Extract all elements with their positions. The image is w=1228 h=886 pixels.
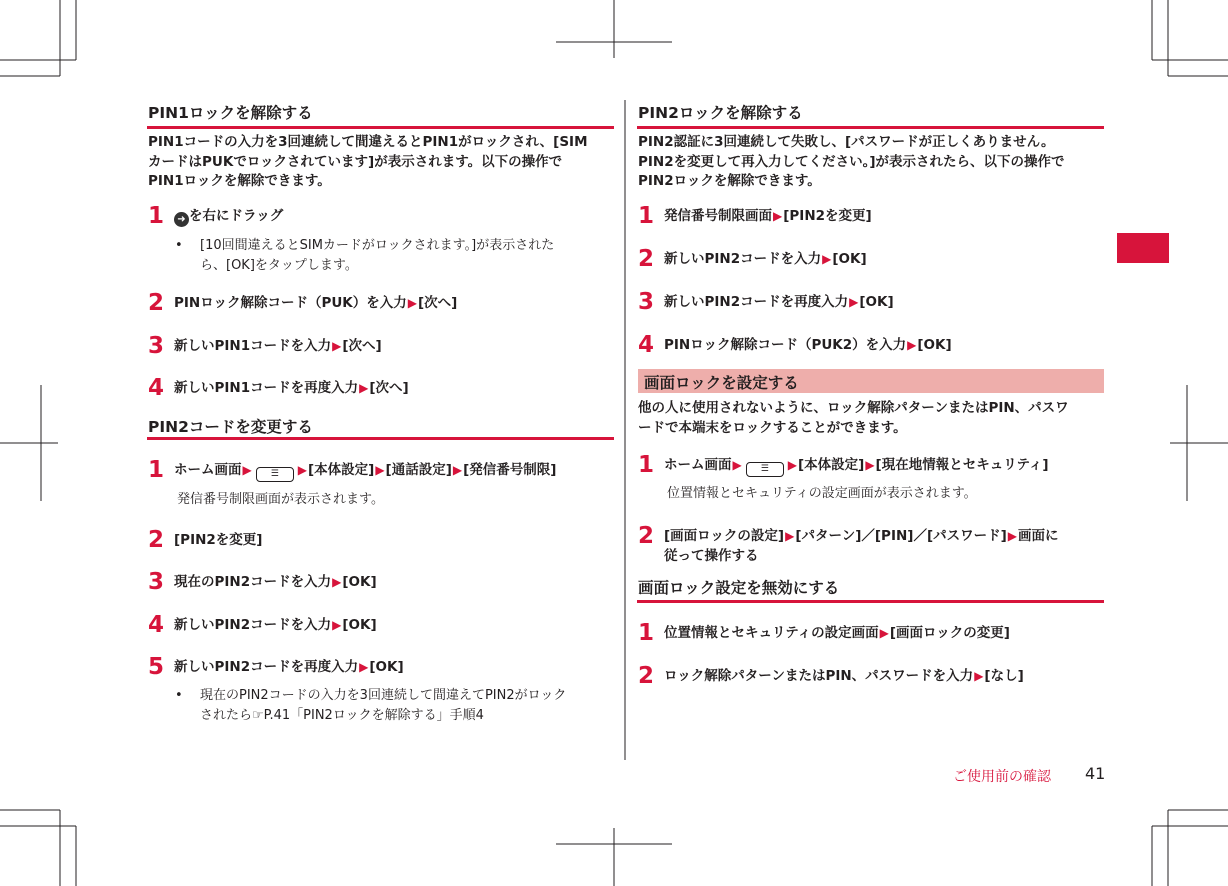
step (638, 525, 1059, 566)
arrow-icon: ▶ (785, 529, 795, 543)
step (148, 335, 382, 357)
step-label: PINロック解除コード（PUK2）を入力 (664, 337, 907, 353)
step-label: 新しいPIN2コードを入力 (664, 251, 822, 267)
section-title: PIN1ロックを解除する (148, 104, 313, 122)
step (638, 622, 1010, 644)
bullet-note (175, 236, 555, 276)
step (638, 205, 872, 227)
bullet-line: 現在のPIN2コードの入力を3回連続して間違えてPIN2がロック (200, 688, 567, 703)
menu-key-icon: ☰ (256, 467, 294, 482)
step-text (664, 622, 1010, 643)
step-line (174, 572, 377, 592)
step-label: [通話設定] (385, 462, 452, 478)
step-number: 1 (638, 203, 655, 229)
step-text (174, 459, 556, 482)
step-text (174, 656, 404, 677)
step-label: [本体設定] (797, 457, 865, 473)
step-line (664, 455, 1049, 477)
para-line: PIN2認証に3回連続して失敗し、[パスワードが正しくありません。 (638, 134, 1055, 150)
arrow-icon: ▶ (974, 669, 984, 683)
step-label: [画面ロックの設定] (664, 528, 785, 544)
arrow-icon: ▶ (787, 458, 797, 472)
step-text (174, 335, 382, 356)
arrow-icon: ▶ (407, 296, 417, 310)
para-line: PIN2ロックを解除できます。 (638, 173, 821, 189)
arrow-icon: ▶ (452, 463, 463, 477)
page-number: 41 (1085, 764, 1106, 783)
step-number: 1 (148, 203, 165, 229)
step-text (174, 205, 283, 227)
step-label: [PIN2を変更] (174, 532, 263, 548)
step-label: [OK] (342, 617, 377, 633)
arrow-icon: ▶ (359, 381, 369, 395)
step-number: 2 (638, 663, 655, 689)
step (148, 205, 283, 227)
step-number: 4 (638, 332, 655, 358)
step-label: [OK] (859, 294, 894, 310)
step-label: [本体設定] (307, 462, 375, 478)
arrow-icon: ▶ (332, 339, 342, 353)
step-text (664, 291, 894, 312)
step-number: 5 (148, 654, 165, 680)
step (148, 529, 262, 551)
step-label: 発信番号制限画面 (664, 208, 772, 224)
intro-paragraph (638, 133, 1108, 192)
arrow-icon: ▶ (297, 463, 307, 477)
step-line (664, 335, 952, 355)
step (148, 459, 556, 482)
bullet-line: ら、[OK]をタップします。 (200, 258, 358, 273)
section-rule (637, 126, 1104, 129)
arrow-icon: ▶ (849, 295, 859, 309)
step-text (664, 205, 872, 226)
step-line (664, 292, 894, 312)
arrow-icon: ▶ (242, 463, 252, 477)
section-rule (637, 600, 1104, 603)
section-title: PIN2コードを変更する (148, 418, 313, 436)
step-label: [OK] (369, 659, 404, 675)
step-label: 新しいPIN1コードを再度入力 (174, 380, 359, 396)
bullet-icon: • (175, 688, 183, 703)
drag-arrow-icon: ➜ (174, 212, 189, 227)
intro-paragraph (638, 399, 1108, 438)
step-label: 画面に (1018, 528, 1059, 544)
step-line (174, 530, 262, 550)
step-text (664, 525, 1059, 566)
step-label: 新しいPIN2コードを再度入力 (664, 294, 849, 310)
bullet-line: [10回間違えるとSIMカードがロックされます。]が表示された (200, 238, 555, 253)
arrow-icon: ▶ (773, 209, 783, 223)
step-line (664, 666, 1024, 686)
step-label: 新しいPIN2コードを再度入力 (174, 659, 359, 675)
step-line (174, 206, 283, 227)
step-label: [パターン]／[PIN]／[パスワード] (795, 528, 1007, 544)
para-line: 他の人に使用されないように、ロック解除パターンまたはPIN、パスワ (638, 400, 1069, 416)
step-label: [次へ] (342, 338, 382, 354)
step-number: 1 (638, 620, 655, 646)
arrow-icon: ▶ (879, 626, 889, 640)
step-line (664, 526, 1059, 546)
step-text (174, 529, 262, 550)
step-label: [PIN2を変更] (783, 208, 872, 224)
step-line (174, 615, 377, 635)
arrow-icon: ▶ (332, 618, 342, 632)
step-text (174, 377, 409, 398)
arrow-icon: ▶ (332, 575, 342, 589)
step (638, 454, 1049, 477)
para-line: PIN2を変更して再入力してください。]が表示されたら、以下の操作で (638, 153, 1065, 170)
step-text (664, 665, 1024, 686)
para-line: カードはPUKでロックされています]が表示されます。以下の操作で (148, 153, 563, 170)
step-text (174, 614, 377, 635)
chapter-index-tab (1117, 233, 1169, 263)
section-title: 画面ロックを設定する (644, 374, 799, 392)
para-line: PIN1ロックを解除できます。 (148, 173, 331, 189)
page-reference-link[interactable]: P.41「PIN2ロックを解除する」手順4 (263, 708, 484, 723)
step-line (664, 623, 1010, 643)
step-label: 新しいPIN1コードを入力 (174, 338, 332, 354)
chapter-label: ご使用前の確認 (953, 769, 1051, 785)
step-text (174, 571, 377, 592)
arrow-icon: ▶ (359, 660, 369, 674)
section-title: PIN2ロックを解除する (638, 104, 803, 122)
step-label: [OK] (917, 337, 952, 353)
arrow-icon: ▶ (732, 458, 742, 472)
step-label: PINロック解除コード（PUK）を入力 (174, 295, 407, 311)
step (638, 291, 894, 313)
step-note: 発信番号制限画面が表示されます。 (177, 492, 384, 507)
step-line (174, 336, 382, 356)
step-line (174, 460, 556, 482)
step-label: 位置情報とセキュリティの設定画面 (664, 625, 879, 641)
step-number: 4 (148, 375, 165, 401)
step-label: 現在のPIN2コードを入力 (174, 574, 332, 590)
step (638, 665, 1024, 687)
menu-key-icon: ☰ (746, 462, 784, 477)
step-number: 2 (638, 246, 655, 272)
step-line: 従って操作する (664, 548, 759, 564)
step (148, 656, 404, 678)
step (638, 248, 867, 270)
step-text (664, 334, 952, 355)
arrow-icon: ▶ (865, 458, 875, 472)
step-label: [発信番号制限] (463, 462, 557, 478)
step-number: 2 (148, 527, 165, 553)
bullet-note (175, 686, 567, 726)
arrow-icon: ▶ (1007, 529, 1018, 543)
section-rule (147, 437, 614, 440)
step-label: [OK] (342, 574, 377, 590)
step-number: 3 (148, 569, 165, 595)
step-number: 2 (638, 523, 655, 549)
step-number: 1 (148, 457, 165, 483)
bullet-line (200, 706, 566, 726)
step-number: 1 (638, 452, 655, 478)
para-line: PIN1コードの入力を3回連続して間違えるとPIN1がロックされ、[SIM (148, 134, 588, 150)
step-label: ホーム画面 (174, 462, 242, 478)
step-label: ロック解除パターンまたはPIN、パスワードを入力 (664, 668, 974, 684)
para-line: ードで本端末をロックすることができます。 (638, 419, 907, 436)
intro-paragraph (148, 133, 618, 192)
step (638, 334, 952, 356)
step-label: [なし] (984, 668, 1024, 684)
step-label: [次へ] (369, 380, 409, 396)
section-rule (147, 126, 614, 129)
section-title: 画面ロック設定を無効にする (638, 579, 840, 597)
arrow-icon: ▶ (907, 338, 917, 352)
arrow-icon: ▶ (375, 463, 385, 477)
step-note: 位置情報とセキュリティの設定画面が表示されます。 (667, 486, 977, 501)
step-number: 2 (148, 290, 165, 316)
step-label: を右にドラッグ (189, 208, 284, 224)
step-line (174, 293, 457, 313)
step-text (174, 292, 457, 313)
bullet-icon: • (175, 238, 183, 253)
bullet-text: されたら (200, 708, 253, 723)
step-label: [画面ロックの変更] (889, 625, 1010, 641)
step-line (664, 249, 867, 269)
step-line (664, 206, 872, 226)
step (148, 614, 377, 636)
step (148, 377, 409, 399)
step-label: ホーム画面 (664, 457, 732, 473)
step-label: 新しいPIN2コードを入力 (174, 617, 332, 633)
step (148, 571, 377, 593)
step (148, 292, 457, 314)
step-label: [次へ] (418, 295, 458, 311)
step-number: 3 (638, 289, 655, 315)
step-number: 3 (148, 333, 165, 359)
step-text (664, 454, 1049, 477)
step-label: [OK] (832, 251, 867, 267)
step-text (664, 248, 867, 269)
step-label: [現在地情報とセキュリティ] (875, 457, 1049, 473)
arrow-icon: ▶ (822, 252, 832, 266)
page-reference-icon[interactable]: ☞ (252, 708, 264, 723)
step-line (174, 657, 404, 677)
step-number: 4 (148, 612, 165, 638)
step-line (174, 378, 409, 398)
